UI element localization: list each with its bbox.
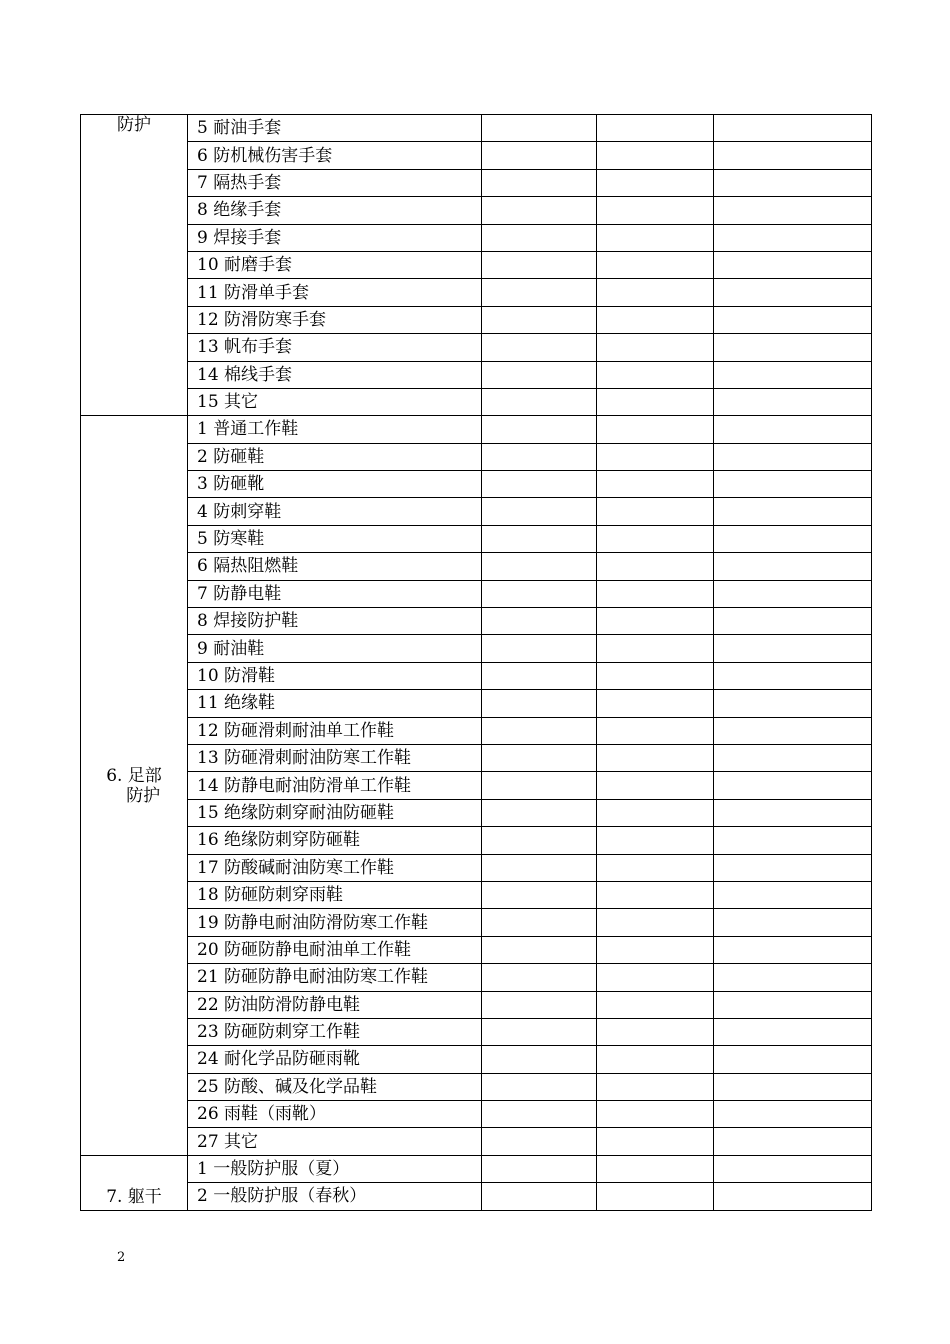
item-cell: 13 帆布手套 <box>188 334 482 361</box>
item-cell: 7 隔热手套 <box>188 169 482 196</box>
empty-cell <box>482 306 597 333</box>
table-row <box>81 827 872 854</box>
category-label-line: 7. 躯干 <box>106 1186 162 1207</box>
empty-cell <box>597 169 714 196</box>
item-cell: 9 耐油鞋 <box>188 635 482 662</box>
item-cell: 15 其它 <box>188 388 482 415</box>
empty-cell <box>597 197 714 224</box>
empty-cell <box>714 717 872 744</box>
table-row <box>81 964 872 991</box>
table-row <box>81 1073 872 1100</box>
empty-cell <box>714 580 872 607</box>
empty-cell <box>597 799 714 826</box>
table-row <box>81 388 872 415</box>
empty-cell <box>597 1128 714 1155</box>
empty-cell <box>714 964 872 991</box>
empty-cell <box>714 142 872 169</box>
item-cell: 2 一般防护服（春秋） <box>188 1183 482 1210</box>
empty-cell <box>597 279 714 306</box>
table-row <box>81 443 872 470</box>
empty-cell <box>482 580 597 607</box>
item-cell: 5 防寒鞋 <box>188 525 482 552</box>
empty-cell <box>597 443 714 470</box>
empty-cell <box>482 662 597 689</box>
item-cell: 8 焊接防护鞋 <box>188 608 482 635</box>
empty-cell <box>482 553 597 580</box>
empty-cell <box>482 717 597 744</box>
empty-cell <box>597 471 714 498</box>
empty-cell <box>597 388 714 415</box>
table-row <box>81 498 872 525</box>
item-cell: 20 防砸防静电耐油单工作鞋 <box>188 936 482 963</box>
empty-cell <box>714 224 872 251</box>
table-row <box>81 115 872 142</box>
empty-cell <box>714 388 872 415</box>
empty-cell <box>597 635 714 662</box>
table-row <box>81 772 872 799</box>
empty-cell <box>597 1183 714 1210</box>
empty-cell <box>597 964 714 991</box>
empty-cell <box>597 991 714 1018</box>
empty-cell <box>714 909 872 936</box>
empty-cell <box>714 799 872 826</box>
empty-cell <box>714 635 872 662</box>
table-row <box>81 1018 872 1045</box>
empty-cell <box>482 388 597 415</box>
empty-cell <box>482 881 597 908</box>
table-row <box>81 553 872 580</box>
empty-cell <box>482 498 597 525</box>
item-cell: 11 防滑单手套 <box>188 279 482 306</box>
table-row <box>81 690 872 717</box>
empty-cell <box>714 1018 872 1045</box>
empty-cell <box>482 443 597 470</box>
empty-cell <box>482 361 597 388</box>
table-row <box>81 854 872 881</box>
empty-cell <box>597 608 714 635</box>
empty-cell <box>597 936 714 963</box>
category-cell <box>81 1155 188 1210</box>
item-cell: 27 其它 <box>188 1128 482 1155</box>
empty-cell <box>714 881 872 908</box>
table-row <box>81 662 872 689</box>
table-row <box>81 881 872 908</box>
empty-cell <box>597 744 714 771</box>
empty-cell <box>597 854 714 881</box>
empty-cell <box>597 1018 714 1045</box>
empty-cell <box>714 169 872 196</box>
empty-cell <box>714 936 872 963</box>
empty-cell <box>482 197 597 224</box>
item-cell: 23 防砸防刺穿工作鞋 <box>188 1018 482 1045</box>
empty-cell <box>482 169 597 196</box>
empty-cell <box>597 580 714 607</box>
empty-cell <box>714 1128 872 1155</box>
item-cell: 12 防滑防寒手套 <box>188 306 482 333</box>
empty-cell <box>482 909 597 936</box>
item-cell: 19 防静电耐油防滑防寒工作鞋 <box>188 909 482 936</box>
item-cell: 7 防静电鞋 <box>188 580 482 607</box>
item-cell: 21 防砸防静电耐油防寒工作鞋 <box>188 964 482 991</box>
table-row <box>81 717 872 744</box>
category-label-line: 防护 <box>117 115 151 135</box>
empty-cell <box>714 1046 872 1073</box>
empty-cell <box>714 416 872 443</box>
category-cell <box>81 416 188 1156</box>
empty-cell <box>482 608 597 635</box>
empty-cell <box>714 991 872 1018</box>
item-cell: 26 雨鞋（雨靴） <box>188 1101 482 1128</box>
empty-cell <box>597 553 714 580</box>
empty-cell <box>714 361 872 388</box>
table-row <box>81 224 872 251</box>
empty-cell <box>597 334 714 361</box>
empty-cell <box>482 1183 597 1210</box>
empty-cell <box>597 1101 714 1128</box>
empty-cell <box>482 334 597 361</box>
table-row <box>81 334 872 361</box>
empty-cell <box>597 662 714 689</box>
item-cell: 17 防酸碱耐油防寒工作鞋 <box>188 854 482 881</box>
empty-cell <box>482 827 597 854</box>
empty-cell <box>597 690 714 717</box>
empty-cell <box>597 115 714 142</box>
table-row <box>81 936 872 963</box>
table-row <box>81 197 872 224</box>
empty-cell <box>714 827 872 854</box>
empty-cell <box>482 1073 597 1100</box>
page-number: 2 <box>117 1250 126 1265</box>
empty-cell <box>714 553 872 580</box>
ppe-table <box>80 114 872 1211</box>
item-cell: 14 棉线手套 <box>188 361 482 388</box>
empty-cell <box>597 498 714 525</box>
item-cell: 14 防静电耐油防滑单工作鞋 <box>188 772 482 799</box>
empty-cell <box>714 334 872 361</box>
empty-cell <box>714 608 872 635</box>
item-cell: 1 普通工作鞋 <box>188 416 482 443</box>
category-label <box>106 1187 162 1207</box>
item-cell: 9 焊接手套 <box>188 224 482 251</box>
item-cell: 22 防油防滑防静电鞋 <box>188 991 482 1018</box>
ppe-table-body <box>81 115 872 1211</box>
empty-cell <box>597 416 714 443</box>
empty-cell <box>482 854 597 881</box>
empty-cell <box>714 279 872 306</box>
item-cell: 10 耐磨手套 <box>188 251 482 278</box>
empty-cell <box>714 1155 872 1182</box>
table-row <box>81 580 872 607</box>
empty-cell <box>714 471 872 498</box>
empty-cell <box>714 690 872 717</box>
empty-cell <box>482 142 597 169</box>
empty-cell <box>597 142 714 169</box>
empty-cell <box>714 498 872 525</box>
empty-cell <box>482 224 597 251</box>
item-cell: 25 防酸、碱及化学品鞋 <box>188 1073 482 1100</box>
item-cell: 13 防砸滑刺耐油防寒工作鞋 <box>188 744 482 771</box>
empty-cell <box>714 197 872 224</box>
table-row <box>81 1183 872 1210</box>
item-cell: 18 防砸防刺穿雨鞋 <box>188 881 482 908</box>
empty-cell <box>482 991 597 1018</box>
empty-cell <box>482 279 597 306</box>
empty-cell <box>482 1101 597 1128</box>
empty-cell <box>714 662 872 689</box>
item-cell: 6 防机械伤害手套 <box>188 142 482 169</box>
empty-cell <box>597 361 714 388</box>
item-cell: 24 耐化学品防砸雨靴 <box>188 1046 482 1073</box>
table-row <box>81 361 872 388</box>
item-cell: 1 一般防护服（夏） <box>188 1155 482 1182</box>
item-cell: 16 绝缘防刺穿防砸鞋 <box>188 827 482 854</box>
table-row <box>81 608 872 635</box>
table-row <box>81 1128 872 1155</box>
empty-cell <box>597 717 714 744</box>
item-cell: 11 绝缘鞋 <box>188 690 482 717</box>
empty-cell <box>482 115 597 142</box>
table-row <box>81 1101 872 1128</box>
empty-cell <box>482 772 597 799</box>
item-cell: 3 防砸靴 <box>188 471 482 498</box>
item-cell: 12 防砸滑刺耐油单工作鞋 <box>188 717 482 744</box>
empty-cell <box>482 1018 597 1045</box>
table-row <box>81 471 872 498</box>
empty-cell <box>714 1101 872 1128</box>
category-label-line: 防护 <box>126 785 161 806</box>
item-cell: 2 防砸鞋 <box>188 443 482 470</box>
empty-cell <box>482 416 597 443</box>
table-row <box>81 279 872 306</box>
category-label <box>117 115 151 135</box>
table-row <box>81 251 872 278</box>
empty-cell <box>714 443 872 470</box>
table-row <box>81 991 872 1018</box>
item-cell: 5 耐油手套 <box>188 115 482 142</box>
empty-cell <box>597 772 714 799</box>
empty-cell <box>714 525 872 552</box>
empty-cell <box>714 251 872 278</box>
category-label <box>106 766 162 806</box>
table-row <box>81 142 872 169</box>
empty-cell <box>597 224 714 251</box>
table-row <box>81 799 872 826</box>
empty-cell <box>597 1046 714 1073</box>
empty-cell <box>597 525 714 552</box>
empty-cell <box>714 1183 872 1210</box>
empty-cell <box>714 115 872 142</box>
empty-cell <box>597 827 714 854</box>
empty-cell <box>714 744 872 771</box>
category-label-line: 6. 足部 <box>106 765 162 786</box>
empty-cell <box>482 799 597 826</box>
empty-cell <box>597 909 714 936</box>
empty-cell <box>482 471 597 498</box>
empty-cell <box>482 251 597 278</box>
item-cell: 4 防刺穿鞋 <box>188 498 482 525</box>
item-cell: 6 隔热阻燃鞋 <box>188 553 482 580</box>
empty-cell <box>482 744 597 771</box>
table-row <box>81 744 872 771</box>
empty-cell <box>597 1073 714 1100</box>
empty-cell <box>714 306 872 333</box>
empty-cell <box>482 1128 597 1155</box>
empty-cell <box>482 635 597 662</box>
table-row <box>81 1155 872 1182</box>
empty-cell <box>482 690 597 717</box>
table-row <box>81 635 872 662</box>
table-row <box>81 1046 872 1073</box>
empty-cell <box>482 525 597 552</box>
item-cell: 10 防滑鞋 <box>188 662 482 689</box>
empty-cell <box>482 1046 597 1073</box>
category-cell <box>81 115 188 416</box>
item-cell: 15 绝缘防刺穿耐油防砸鞋 <box>188 799 482 826</box>
empty-cell <box>597 251 714 278</box>
empty-cell <box>597 881 714 908</box>
table-row <box>81 169 872 196</box>
empty-cell <box>482 936 597 963</box>
table-row <box>81 525 872 552</box>
empty-cell <box>482 1155 597 1182</box>
empty-cell <box>482 964 597 991</box>
item-cell: 8 绝缘手套 <box>188 197 482 224</box>
empty-cell <box>714 1073 872 1100</box>
table-row <box>81 416 872 443</box>
empty-cell <box>597 1155 714 1182</box>
empty-cell <box>714 772 872 799</box>
table-row <box>81 306 872 333</box>
empty-cell <box>597 306 714 333</box>
empty-cell <box>714 854 872 881</box>
table-row <box>81 909 872 936</box>
